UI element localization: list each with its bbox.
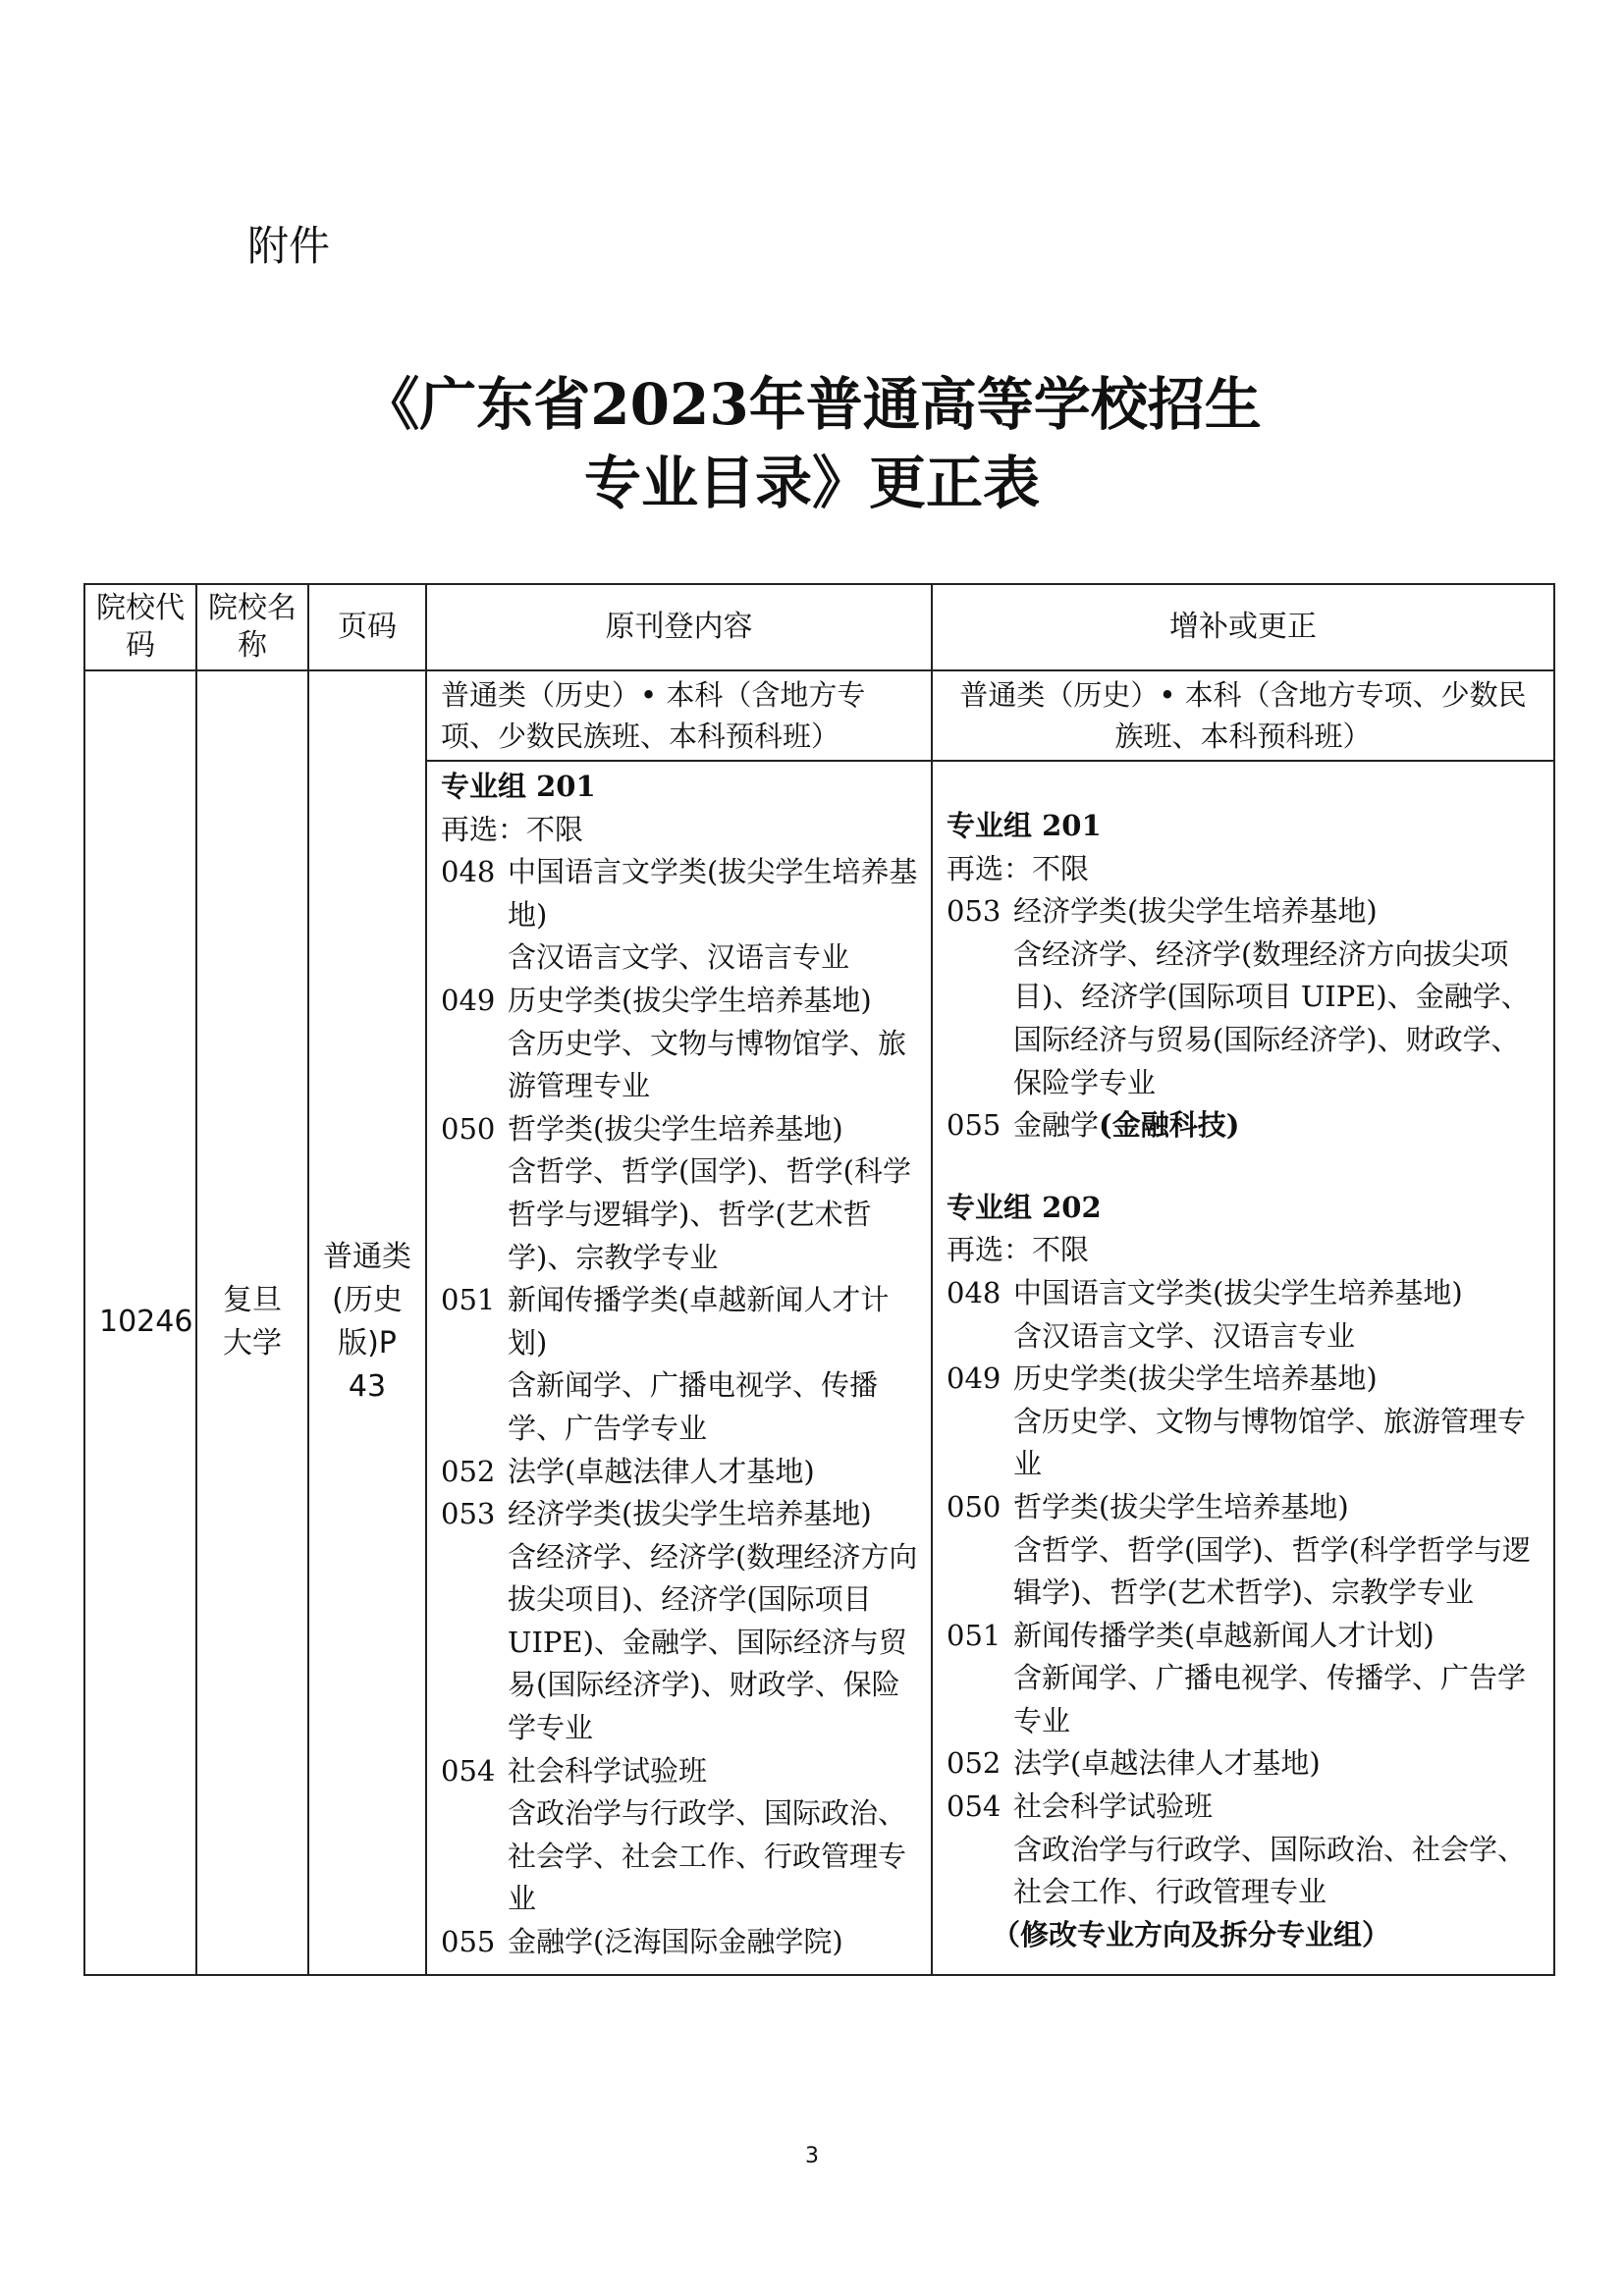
major-detail: 含汉语言文学、汉语言专业: [508, 940, 850, 975]
major-code: 052: [441, 1454, 496, 1488]
major-name: 社会科学试验班: [508, 1753, 708, 1788]
correction-group-202-list: [947, 1272, 1543, 1914]
correction-category: 普通类（历史）• 本科（含地方专项、少数民族班、本科预科班）: [932, 670, 1554, 761]
major-detail: 含哲学、哲学(国学)、哲学(科学哲学与逻辑学)、哲学(艺术哲学)、宗教学专业: [508, 1154, 911, 1274]
attachment-label: 附件: [247, 222, 331, 270]
category-row: [84, 670, 1554, 761]
major-name: 金融学(泛海国际金融学院): [508, 1925, 843, 1959]
page-cell: 普通类(历史版)P 43: [308, 670, 426, 1975]
original-content-cell: [426, 761, 932, 1975]
major-name: 中国语言文学类(拔尖学生培养基地): [508, 855, 918, 932]
header-school-code: 院校代码: [84, 584, 196, 670]
list-item: [441, 851, 921, 936]
major-name: 哲学类(拔尖学生培养基地): [508, 1111, 843, 1146]
correction-content-cell: [932, 761, 1554, 1975]
major-code: 050: [947, 1489, 1001, 1523]
major-code: 049: [947, 1362, 1001, 1396]
major-detail: 含新闻学、广播电视学、传播学、广告学专业: [508, 1368, 879, 1445]
major-name: 新闻传播学类(卓越新闻人才计划): [508, 1283, 890, 1360]
header-correction: 增补或更正: [932, 584, 1554, 670]
list-item: [441, 1108, 921, 1151]
major-code: 052: [947, 1746, 1001, 1781]
list-item: [441, 1493, 921, 1536]
original-group-title: 专业组 201: [441, 770, 596, 803]
page-number: 3: [805, 2144, 819, 2168]
major-name: 经济学类(拔尖学生培养基地): [508, 1497, 872, 1531]
list-item: [947, 890, 1543, 934]
school-code-cell: 10246: [84, 670, 196, 1975]
list-item: [441, 1279, 921, 1364]
major-code: 054: [947, 1789, 1001, 1824]
major-name: 历史学类(拔尖学生培养基地): [508, 983, 872, 1017]
document-title-line-1: 《广东省2023年普通高等学校招生: [362, 371, 1262, 438]
major-name-correction: (金融科技): [1099, 1108, 1240, 1143]
list-item: [441, 980, 921, 1023]
correction-group-202-reselect: 再选：不限: [947, 1233, 1090, 1267]
major-detail: 含新闻学、广播电视学、传播学、广告学专业: [1013, 1661, 1527, 1737]
major-name: 经济学类(拔尖学生培养基地): [1013, 894, 1378, 929]
major-name: 哲学类(拔尖学生培养基地): [1013, 1489, 1349, 1523]
table-header-row: [84, 584, 1554, 670]
major-code: 053: [947, 894, 1001, 929]
major-name: 社会科学试验班: [1013, 1789, 1214, 1824]
document-title-line-2: 专业目录》更正表: [583, 450, 1040, 516]
header-school-name: 院校名称: [196, 584, 308, 670]
major-code: 049: [441, 983, 496, 1017]
school-name-cell: 复旦大学: [196, 670, 308, 1975]
major-code: 055: [947, 1108, 1001, 1143]
major-code: 053: [441, 1497, 496, 1531]
major-code: 050: [441, 1111, 496, 1146]
list-item: [947, 1742, 1543, 1786]
major-detail: 含哲学、哲学(国学)、哲学(科学哲学与逻辑学)、哲学(艺术哲学)、宗教学专业: [1013, 1532, 1531, 1610]
correction-group-201-title: 专业组 201: [947, 809, 1102, 842]
header-page: 页码: [308, 584, 426, 670]
header-original-content: 原刊登内容: [426, 584, 932, 670]
list-item: [947, 1358, 1543, 1401]
list-item: [947, 1615, 1543, 1658]
major-code: 048: [947, 1275, 1001, 1309]
original-reselect: 再选：不限: [441, 812, 584, 846]
list-item: [441, 1451, 921, 1494]
major-detail: 含政治学与行政学、国际政治、社会学、社会工作、行政管理专业: [508, 1796, 907, 1916]
list-item: [947, 1272, 1543, 1315]
major-detail: 含汉语言文学、汉语言专业: [1013, 1318, 1356, 1353]
major-detail: 含政治学与行政学、国际政治、社会学、社会工作、行政管理专业: [1013, 1832, 1527, 1909]
original-major-list: [441, 851, 921, 1963]
correction-table: [83, 583, 1555, 1976]
major-name: 历史学类(拔尖学生培养基地): [1013, 1362, 1378, 1396]
list-item: [441, 1750, 921, 1793]
list-item: [947, 1486, 1543, 1529]
original-category: 普通类（历史）• 本科（含地方专项、少数民族班、本科预科班）: [426, 670, 932, 761]
correction-group-202-title: 专业组 202: [947, 1190, 1102, 1224]
correction-group-201-reselect: 再选：不限: [947, 851, 1090, 885]
correction-group-201-list: [947, 890, 1543, 1104]
list-item: [947, 1786, 1543, 1829]
major-name: 法学(卓越法律人才基地): [1013, 1746, 1321, 1781]
major-name: 新闻传播学类(卓越新闻人才计划): [1013, 1618, 1435, 1652]
major-code: 051: [947, 1618, 1001, 1652]
major-name: 法学(卓越法律人才基地): [508, 1454, 815, 1488]
major-detail: 含历史学、文物与博物馆学、旅游管理专业: [1013, 1404, 1527, 1481]
list-item: [441, 1921, 921, 1964]
list-item: [947, 1104, 1543, 1148]
major-code: 048: [441, 855, 496, 889]
major-name: 金融学: [1013, 1108, 1100, 1143]
major-code: 054: [441, 1753, 496, 1788]
correction-note: （修改专业方向及拆分专业组）: [992, 1917, 1391, 1951]
major-code: 055: [441, 1925, 496, 1959]
major-detail: 含经济学、经济学(数理经济方向拔尖项目)、经济学(国际项目 UIPE)、金融学、国际经济与贸易(国际经济学)、财政学、保险学专业: [508, 1539, 918, 1745]
major-code: 051: [441, 1283, 496, 1317]
major-detail: 含历史学、文物与博物馆学、旅游管理专业: [508, 1026, 907, 1103]
major-name: 中国语言文学类(拔尖学生培养基地): [1013, 1275, 1463, 1309]
major-detail: 含经济学、经济学(数理经济方向拔尖项目)、经济学(国际项目 UIPE)、金融学、国际经济与贸易(国际经济学)、财政学、保险学专业: [1013, 936, 1530, 1099]
